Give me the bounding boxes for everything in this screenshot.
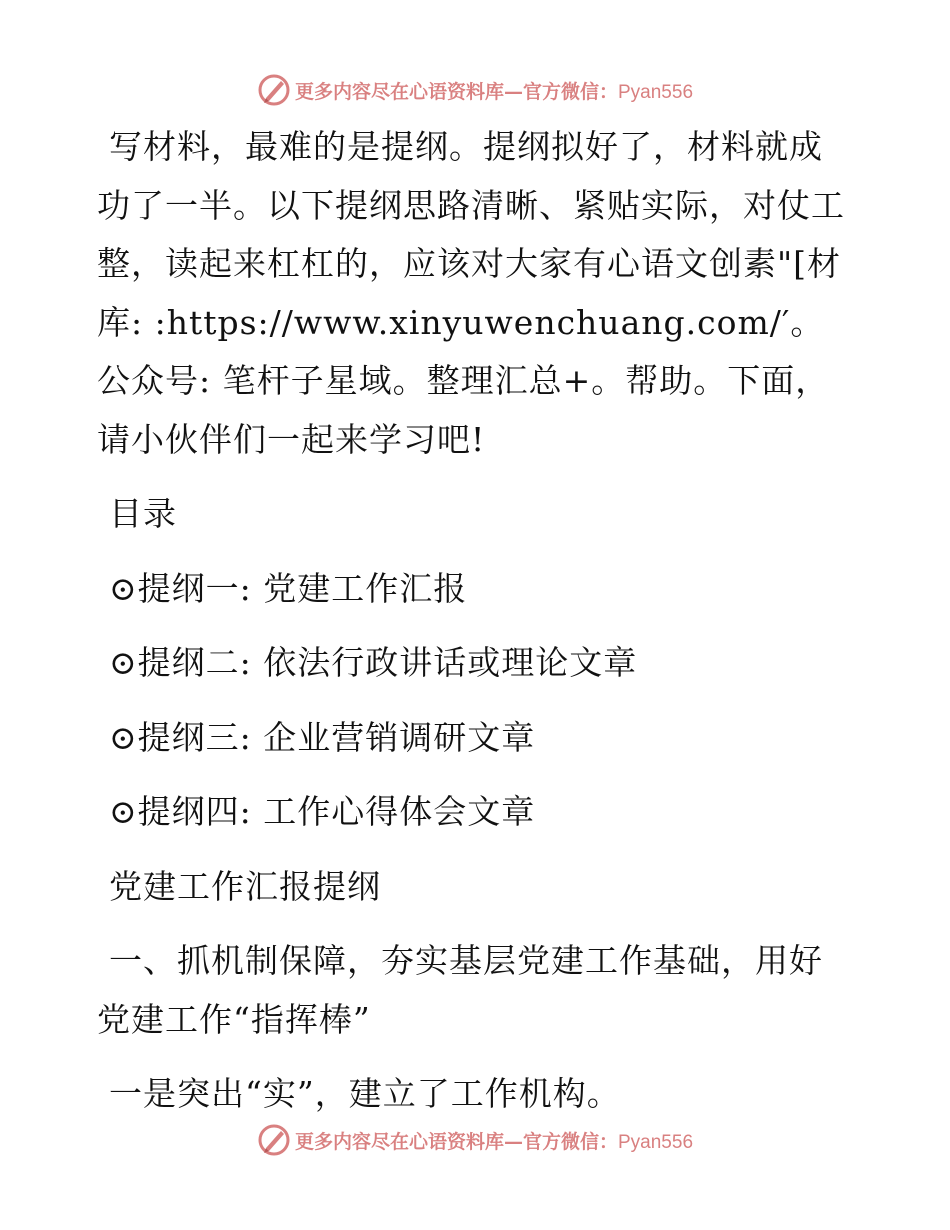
footer-watermark (0, 1120, 950, 1160)
toc-item: ⊙提纲一: 党建工作汇报 (109, 568, 468, 608)
toc-item: ⊙提纲四: 工作心得体会文章 (109, 792, 536, 831)
section-point: 一是突出“实”，建立了工作机构。 (109, 1074, 621, 1113)
section-heading: 一、抓机制保障，夯实基层党建工作基础，用好党建工作“指挥棒” (97, 941, 823, 1039)
pen-logo-icon (257, 1123, 291, 1157)
watermark-text: 更多内容尽在心语资料库—官方微信：Pyan556 (294, 80, 694, 103)
toc-title: 目录 (109, 494, 177, 533)
watermark-text: 更多内容尽在心语资料库—官方微信：Pyan556 (294, 1130, 694, 1153)
pen-logo-icon (257, 73, 291, 107)
toc-item: ⊙提纲三: 企业营销调研文章 (109, 717, 536, 757)
document-body (97, 118, 853, 1124)
toc-item: ⊙提纲二: 依法行政讲话或理论文章 (109, 643, 638, 682)
section-title: 党建工作汇报提纲 (109, 866, 381, 906)
header-watermark (0, 70, 950, 110)
intro-paragraph: 写材料，最难的是提纲。提纲拟好了，材料就成功了一半。以下提纲思路清晰、紧贴实际，对仗工整，读起来杠杠的，应该对大家有心语文创素"[材库: :https://www.xinyuwenchuang.com/′。公众号: 笔杆子星域。整理汇总+。帮助。下面，请小伙伴们一起来学习吧! (97, 127, 845, 459)
